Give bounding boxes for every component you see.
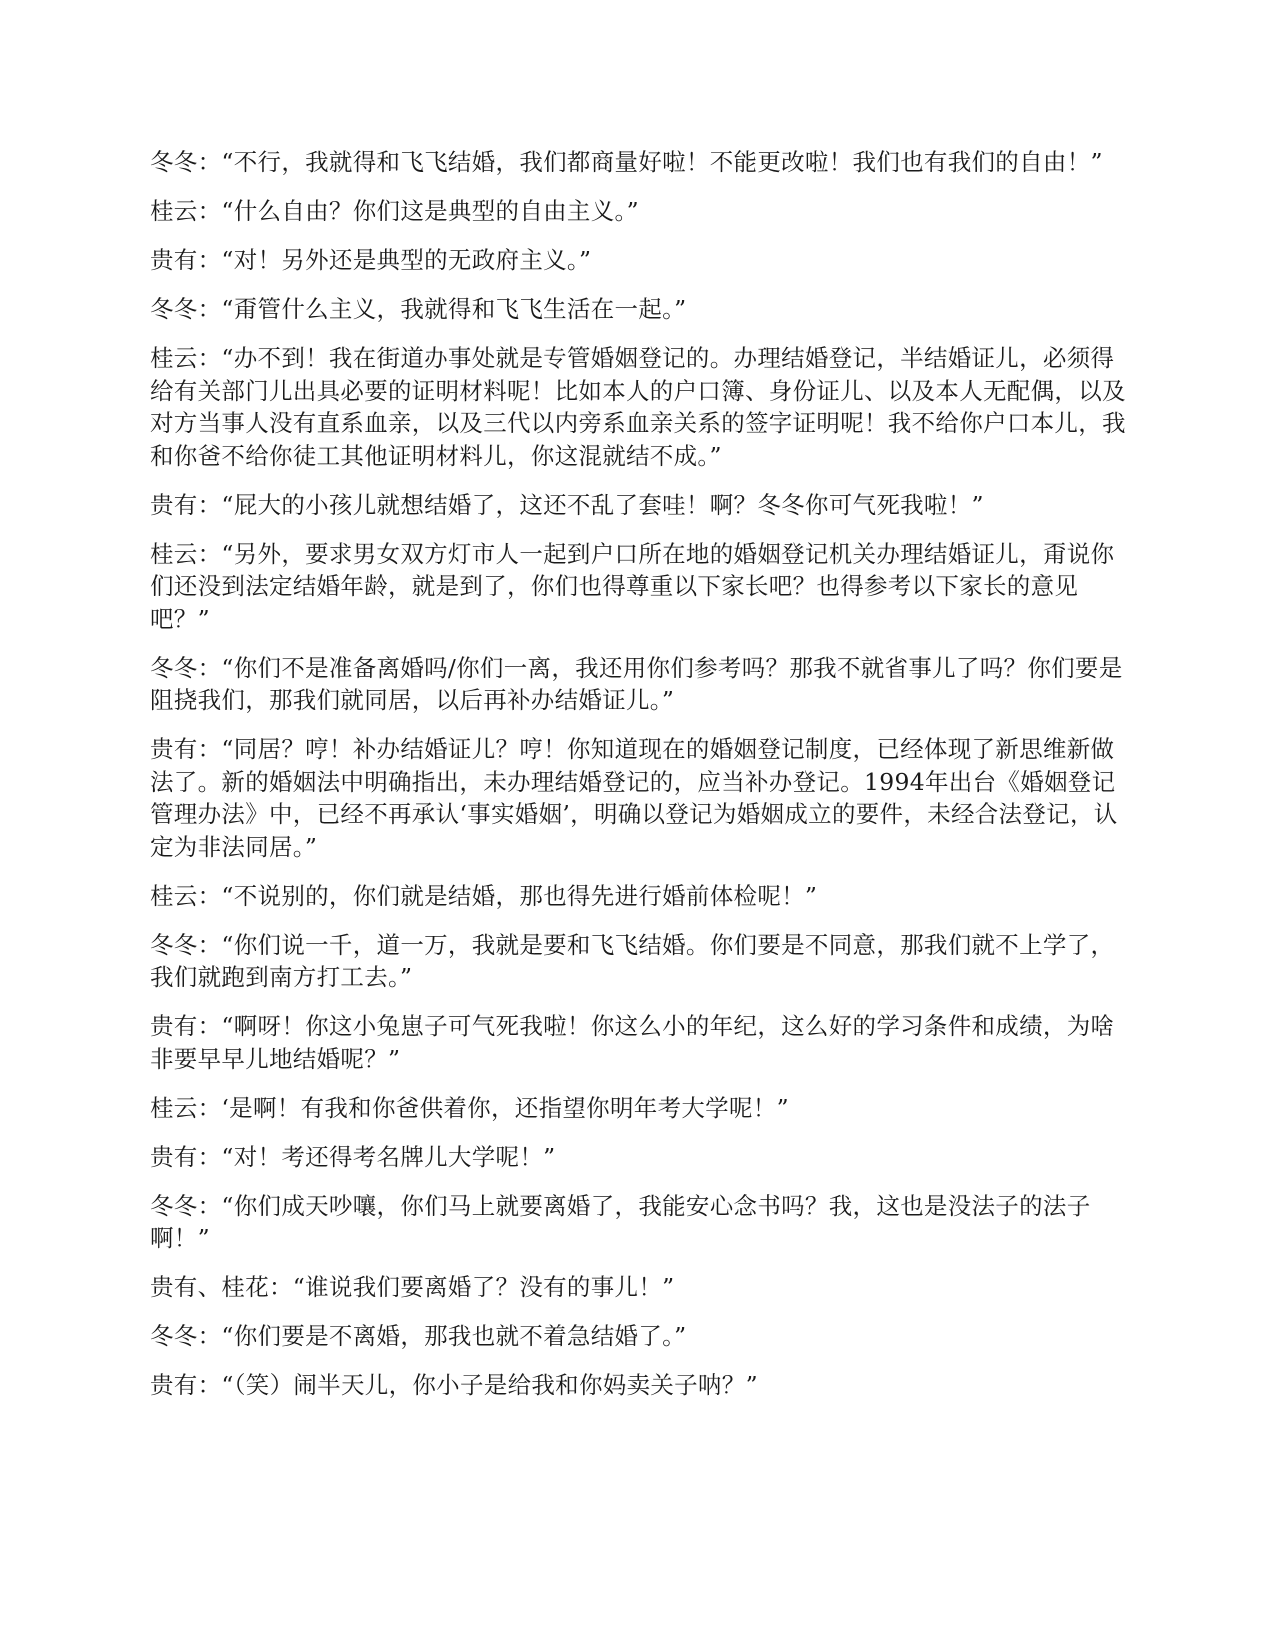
dialogue-paragraph: 贵有：“啊呀！你这小兔崽子可气死我啦！你这么小的年纪，这么好的学习条件和成绩，为啥非要早早儿地结婚呢？” bbox=[150, 1012, 1115, 1073]
dialogue-paragraph: 贵有：“同居？哼！补办结婚证儿？哼！你知道现在的婚姻登记制度，已经体现了新思维新做法了。新的婚姻法中明确指出，未办理结婚登记的，应当补办登记。1994年出台《婚姻登记管理办法》中，已经不再承认‘事实婚姻’，明确以登记为婚姻成立的要件，未经合法登记，认定为非法同居。” bbox=[150, 735, 1118, 861]
dialogue-paragraph: 冬冬：“甭管什么主义，我就得和飞飞生活在一起。” bbox=[150, 295, 687, 323]
dialogue-paragraph: 冬冬：“你们成天吵嚷，你们马上就要离婚了，我能安心念书吗？我，这也是没法子的法子啊！” bbox=[150, 1191, 1091, 1252]
dialogue-paragraph: 贵有：“对！另外还是典型的无政府主义。” bbox=[150, 246, 592, 274]
dialogue-paragraph: 贵有：“对！考还得考名牌儿大学呢！” bbox=[150, 1142, 556, 1171]
dialogue-paragraph: 桂云：‘是啊！有我和你爸供着你，还指望你明年考大学呢！” bbox=[150, 1093, 789, 1122]
dialogue-paragraph: 桂云：“什么自由？你们这是典型的自由主义。” bbox=[150, 197, 639, 225]
dialogue-paragraph: 冬冬：“你们要是不离婚，那我也就不着急结婚了。” bbox=[150, 1322, 687, 1350]
dialogue-paragraph: 桂云：“办不到！我在街道办事处就是专管婚姻登记的。办理结婚登记，半结婚证儿，必须得给有关部门儿出具必要的证明材料呢！比如本人的户口簿、身份证儿、以及本人无配偶，以及对方当事人没有直系血亲，以及三代以内旁系血亲关系的签字证明呢！我不给你户口本儿，我和你爸不给你徒工其他证明材料儿，你这混就结不成。” bbox=[150, 344, 1126, 470]
dialogue-paragraph: 冬冬：“你们说一千，道一万，我就是要和飞飞结婚。你们要是不同意，那我们就不上学了，我们就跑到南方打工去。” bbox=[150, 930, 1115, 991]
dialogue-paragraph: 贵有、桂花：“谁说我们要离婚了？没有的事儿！” bbox=[150, 1273, 675, 1301]
dialogue-paragraph: 冬冬：“不行，我就得和飞飞结婚，我们都商量好啦！不能更改啦！我们也有我们的自由！” bbox=[150, 148, 1103, 176]
dialogue-paragraph: 冬冬：“你们不是准备离婚吗/你们一离，我还用你们参考吗？那我不就省事儿了吗？你们要是阻挠我们，那我们就同居，以后再补办结婚证儿。” bbox=[150, 653, 1123, 714]
dialogue-paragraph: 桂云：“另外，要求男女双方灯市人一起到户口所在地的婚姻登记机关办理结婚证儿，甭说你们还没到法定结婚年龄，就是到了，你们也得尊重以下家长吧？也得参考以下家长的意见吧？” bbox=[150, 539, 1115, 633]
dialogue-paragraph: 贵有：“屁大的小孩儿就想结婚了，这还不乱了套哇！啊？冬冬你可气死我啦！” bbox=[150, 490, 984, 519]
dialogue-paragraph: 贵有：“（笑）闹半天儿，你小子是给我和你妈卖关子呐？” bbox=[150, 1371, 758, 1399]
dialogue-text bbox=[150, 146, 1130, 1418]
dialogue-paragraph: 桂云：“不说别的，你们就是结婚，那也得先进行婚前体检呢！” bbox=[150, 881, 818, 910]
